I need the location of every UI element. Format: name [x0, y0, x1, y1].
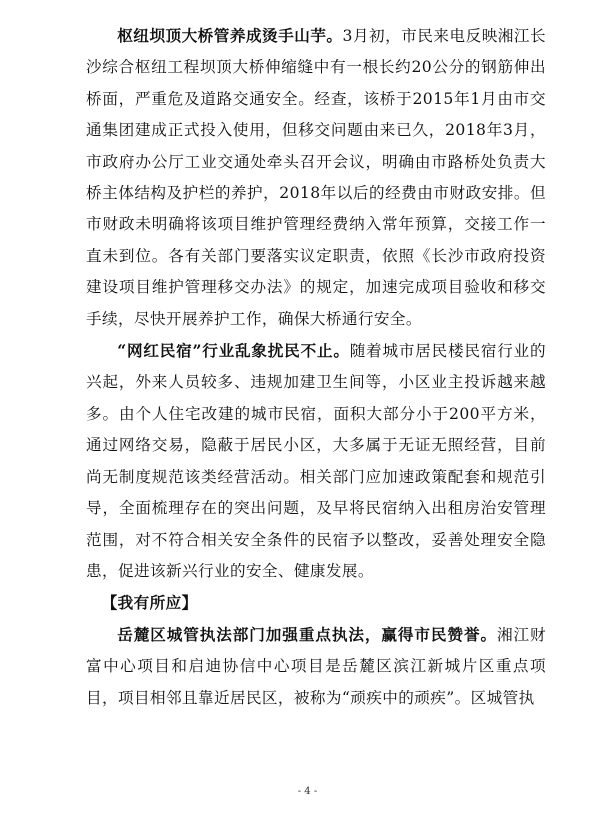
document-body [86, 20, 546, 714]
paragraph-text: 湘江财富中心项目和启迪协信中心项目是岳麓区滨江新城片区重点项目，项目相邻且靠近居民区，被称为“顽疾中的顽疾”。区城管执 [86, 625, 547, 707]
paragraph-text: 3月初，市民来电反映湘江长沙综合枢纽工程坝顶大桥伸缩缝中有一根长约20公分的钢筋伸出桥面，严重危及道路交通安全。经查，该桥于2015年1月由市交通集团建成正式投入使用，但移交问题由来已久，2018年3月，市政府办公厅工业交通处牵头召开会议，明确由市路桥处负责大桥主体结构及护栏的养护，2018年以后的经费由市财政安排。但市财政未明确将该项目维护管理经费纳入常年预算，交接工作一直未到位。各有关部门要落实议定职责，依照《长沙市政府投资建设项目维护管理移交办法》的规定，加速完成项目验收和移交手续，尽快开展养护工作，确保大桥通行安全。 [86, 27, 546, 328]
paragraph-dam-bridge [86, 20, 546, 335]
page-number: - 4 - [297, 786, 318, 797]
paragraph-heading: 岳麓区城管执法部门加强重点执法，赢得市民赞誉。 [117, 624, 497, 644]
paragraph-heading: “网红民宿”行业乱象扰民不止。 [117, 341, 350, 361]
paragraph-text: 随着城市居民楼民宿行业的兴起，外来人员较多、违规加建卫生间等，小区业主投诉越来越多。由个人住宅改建的城市民宿，面积大部分小于200平方米，通过网络交易，隐蔽于居民小区，大多属于无证无照经营，目前尚无制度规范该类经营活动。相关部门应加速政策配套和规范引导，全面梳理存在的突出问题，及早将民宿纳入出租房治安管理范围，对不符合相关安全条件的民宿予以整改，妥善处理安全隐患，促进该新兴行业的安全、健康发展。 [86, 342, 546, 580]
paragraph-heading: 枢纽坝顶大桥管养成烫手山芋。 [117, 26, 343, 45]
paragraph-homestay [86, 335, 546, 587]
paragraph-yuelu-enforcement [86, 619, 546, 714]
section-heading: 【我有所应】 [101, 593, 198, 613]
